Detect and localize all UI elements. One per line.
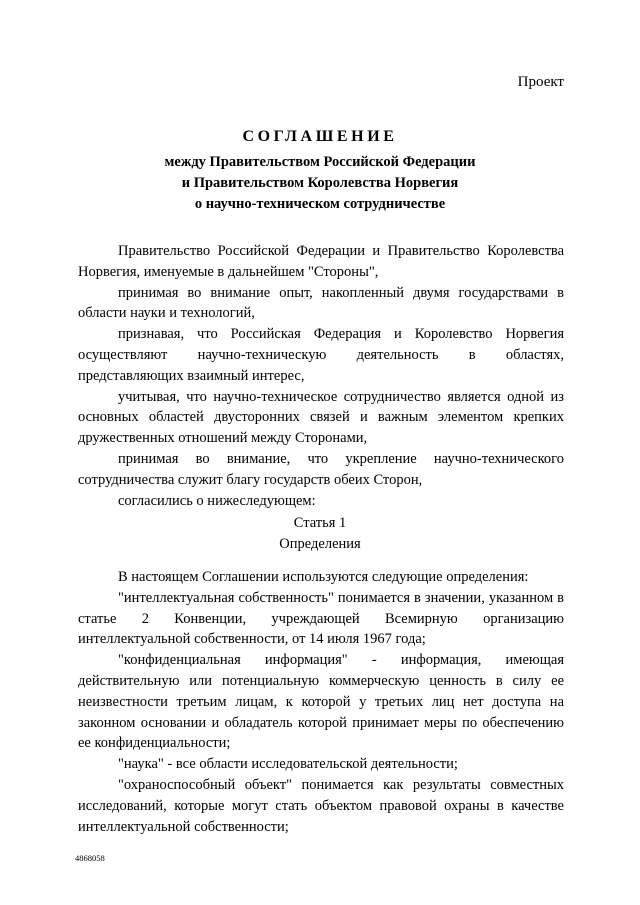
article-title: Определения — [279, 535, 361, 552]
definition-paragraph: "конфиденциальная информация" - информация, имеющая действительную или потенциальную коммерческую ценность в силу ее неизвестности третьим лицам, к которой у третьих лиц нет доступа на законном основании и обладатель которой принимает меры по обеспечению ее конфиденциальности; — [78, 652, 564, 752]
definition-paragraph: "наука" - все области исследовательской деятельности; — [118, 756, 458, 773]
document-subtitle — [0, 152, 640, 215]
draft-status-label: Проект — [517, 74, 564, 90]
subtitle-line: о научно-техническом сотрудничестве — [194, 196, 446, 212]
preamble — [78, 241, 564, 511]
definition-paragraph: "охраноспособный объект" понимается как результаты совместных исследований, которые могут стать объектом правовой охраны в качестве интеллектуальной собственности; — [78, 776, 564, 835]
preamble-paragraph: учитывая, что научно-техническое сотрудничество является одной из основных областей двусторонних связей и важным элементом крепких дружественных отношений между Сторонами, — [78, 388, 564, 447]
article-number: Статья 1 — [293, 515, 347, 531]
preamble-paragraph: Правительство Российской Федерации и Правительство Королевства Норвегия, именуемые в дальнейшем "Стороны", — [78, 243, 564, 280]
subtitle-line: и Правительством Королевства Норвегия — [181, 175, 459, 191]
preamble-paragraph: принимая во внимание, что укрепление научно-технического сотрудничества служит благу государств обеих Сторон, — [78, 450, 564, 488]
definitions-section — [78, 567, 564, 837]
preamble-paragraph: согласились о нижеследующем: — [118, 492, 316, 509]
definition-paragraph: "интеллектуальная собственность" понимается в значении, указанном в статье 2 Конвенции, учреждающей Всемирную организацию интеллектуальной собственности, от 14 июля 1967 года; — [78, 589, 564, 648]
preamble-paragraph: принимая во внимание опыт, накопленный двумя государствами в области науки и технологий, — [78, 284, 564, 322]
subtitle-line: между Правительством Российской Федерации — [164, 154, 476, 170]
preamble-paragraph: признавая, что Российская Федерация и Королевство Норвегия осуществляют научно-техническую деятельность в областях, представляющих взаимный интерес, — [78, 326, 564, 384]
definition-paragraph: В настоящем Соглашении используются следующие определения: — [118, 569, 529, 585]
article-heading — [0, 513, 640, 555]
document-code: 4868058 — [75, 853, 105, 863]
document-title: СОГЛАШЕНИЕ — [242, 128, 398, 145]
